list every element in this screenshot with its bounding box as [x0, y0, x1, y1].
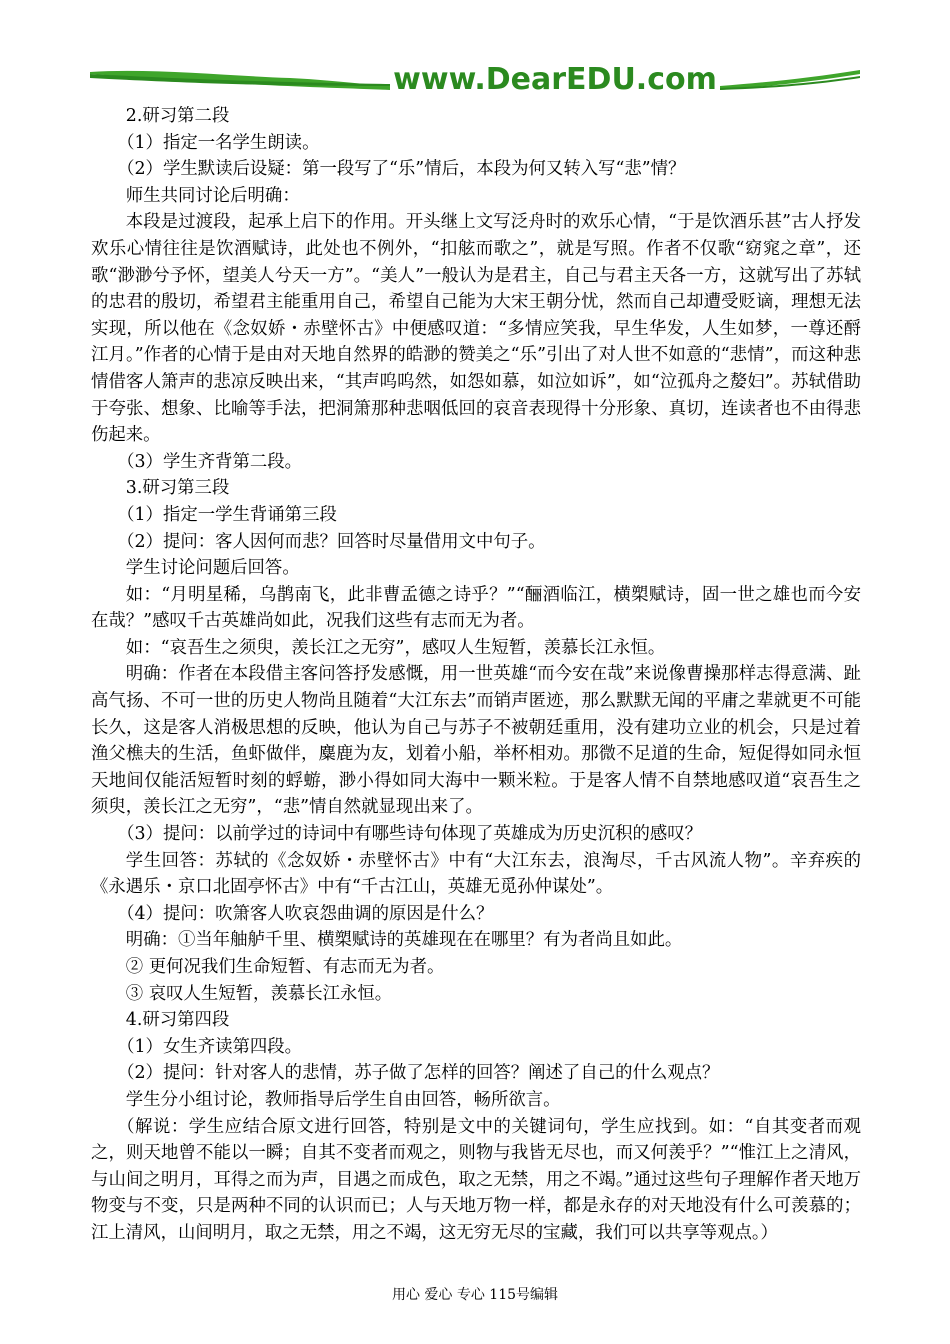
paragraph: 如：“哀吾生之须臾，羡长江之无穷”，感叹人生短暂，羡慕长江永恒。: [125, 637, 666, 658]
site-logo-text: www.DearEDU.com: [393, 62, 717, 97]
section-heading: 3.研习第三段: [125, 478, 230, 499]
paragraph: 学生回答：苏轼的《念奴娇・赤壁怀古》中有“大江东去，浪淘尽，千古风流人物”。辛弃疾的《永遇乐・京口北固亭怀古》中有“千古江山，英雄无觅孙仲谋处”。: [91, 850, 861, 898]
paragraph: 学生讨论问题后回答。: [125, 558, 300, 579]
paragraph: ② 更何况我们生命短暂、有志而无为者。: [125, 957, 445, 977]
paragraph: （1）女生齐读第四段。: [117, 1036, 303, 1057]
document-body: [91, 103, 861, 1247]
paragraph: （3）学生齐背第二段。: [117, 451, 303, 472]
paragraph: （解说：学生应结合原文进行回答，特别是文中的关键词句，学生应找到。如：“自其变者而观之，则天地曾不能以一瞬；自其不变者而观之，则物与我皆无尽也，而又何羡乎？”“惟江上之清风，与山间之明月，耳得之而为声，目遇之而成色，取之无禁，用之不竭。”通过这些句子理解作者天地万物变与不变，只是两种不同的认识而已；人与天地万物一样，都是永存的对天地没有什么可羡慕的；江上清风，山间明月，取之无禁，用之不竭，这无穷无尽的宝藏，我们可以共享等观点。）: [91, 1116, 861, 1243]
section-heading: 2.研习第二段: [125, 106, 230, 126]
paragraph: 师生共同讨论后明确：: [125, 185, 300, 206]
paragraph: 明确：作者在本段借主客问答抒发感慨，用一世英雄“而今安在哉”来说像曹操那样志得意满、趾高气扬、不可一世的历史人物尚且随着“大江东去”而销声匿迹，那么默默无闻的平庸之辈就更不可能长久，这是客人消极思想的反映，他认为自己与苏子不被朝廷重用，没有建功立业的机会，只是过着渔父樵夫的生活，鱼虾做伴，麋鹿为友，划着小船，举杯相劝。那微不足道的生命，短促得如同永恒天地间仅能活短暂时刻的蜉蝣，渺小得如同大海中一颗米粒。于是客人情不自禁地感叹道“哀吾生之须臾，羡长江之无穷”，“悲”情自然就显现出来了。: [91, 664, 861, 818]
paragraph: 学生分小组讨论，教师指导后学生自由回答，畅所欲言。: [125, 1089, 561, 1110]
paragraph: （3）提问：以前学过的诗词中有哪些诗句体现了英雄成为历史沉积的感叹？: [117, 824, 703, 845]
paragraph: （1）指定一学生背诵第三段: [117, 504, 337, 525]
paragraph: 本段是过渡段，起承上启下的作用。开头继上文写泛舟时的欢乐心情，“于是饮酒乐甚”古人抒发欢乐心情往往是饮酒赋诗，此处也不例外，“扣舷而歌之”，就是写照。作者不仅歌“窈窕之章”，还歌“渺渺兮予怀，望美人兮天一方”。“美人”一般认为是君主，自己与君主天各一方，这就写出了苏轼的忠君的殷切，希望君主能重用自己，希望自己能为大宋王朝分忧，然而自己却遭受贬谪，理想无法实现，所以他在《念奴娇・赤壁怀古》中便感叹道：“多情应笑我，早生华发，人生如梦，一尊还酹江月。”作者的心情于是由对天地自然界的皓渺的赞美之“乐”引出了对人世不如意的“悲情”，而这种悲情借客人箫声的悲凉反映出来，“其声呜呜然，如怨如慕，如泣如诉”，如“泣孤舟之嫠妇”。苏轼借助于夸张、想象、比喻等手法，把洞箫那种悲咽低回的哀音表现得十分形象、真切，连读者也不由得悲伤起来。: [91, 212, 861, 446]
paragraph: ③ 哀叹人生短暂，羡慕长江永恒。: [125, 983, 393, 1004]
paragraph: （4）提问：吹箫客人吹哀怨曲调的原因是什么？: [117, 903, 494, 924]
paragraph: （2）学生默读后设疑：第一段写了“乐”情后，本段为何又转入写“悲”情？: [117, 159, 686, 180]
page-footer: 用心 爱心 专心 115号编辑: [391, 1287, 559, 1303]
paragraph: （2）提问：客人因何而悲？回答时尽量借用文中句子。: [117, 531, 546, 552]
paragraph: 如：“月明星稀，乌鹊南飞，此非曹孟德之诗乎？”“酾酒临江，横槊赋诗，固一世之雄也而今安在哉？”感叹千古英雄尚如此，况我们这些有志而无为者。: [91, 584, 861, 632]
paragraph: （2）提问：针对客人的悲情，苏子做了怎样的回答？阐述了自己的什么观点？: [117, 1063, 720, 1084]
site-banner: [90, 60, 860, 100]
paragraph: （1）指定一名学生朗读。: [117, 132, 320, 153]
section-heading: 4.研习第四段: [125, 1010, 230, 1031]
paragraph: 明确：①当年舳舻千里、横槊赋诗的英雄现在在哪里？有为者尚且如此。: [125, 930, 683, 951]
